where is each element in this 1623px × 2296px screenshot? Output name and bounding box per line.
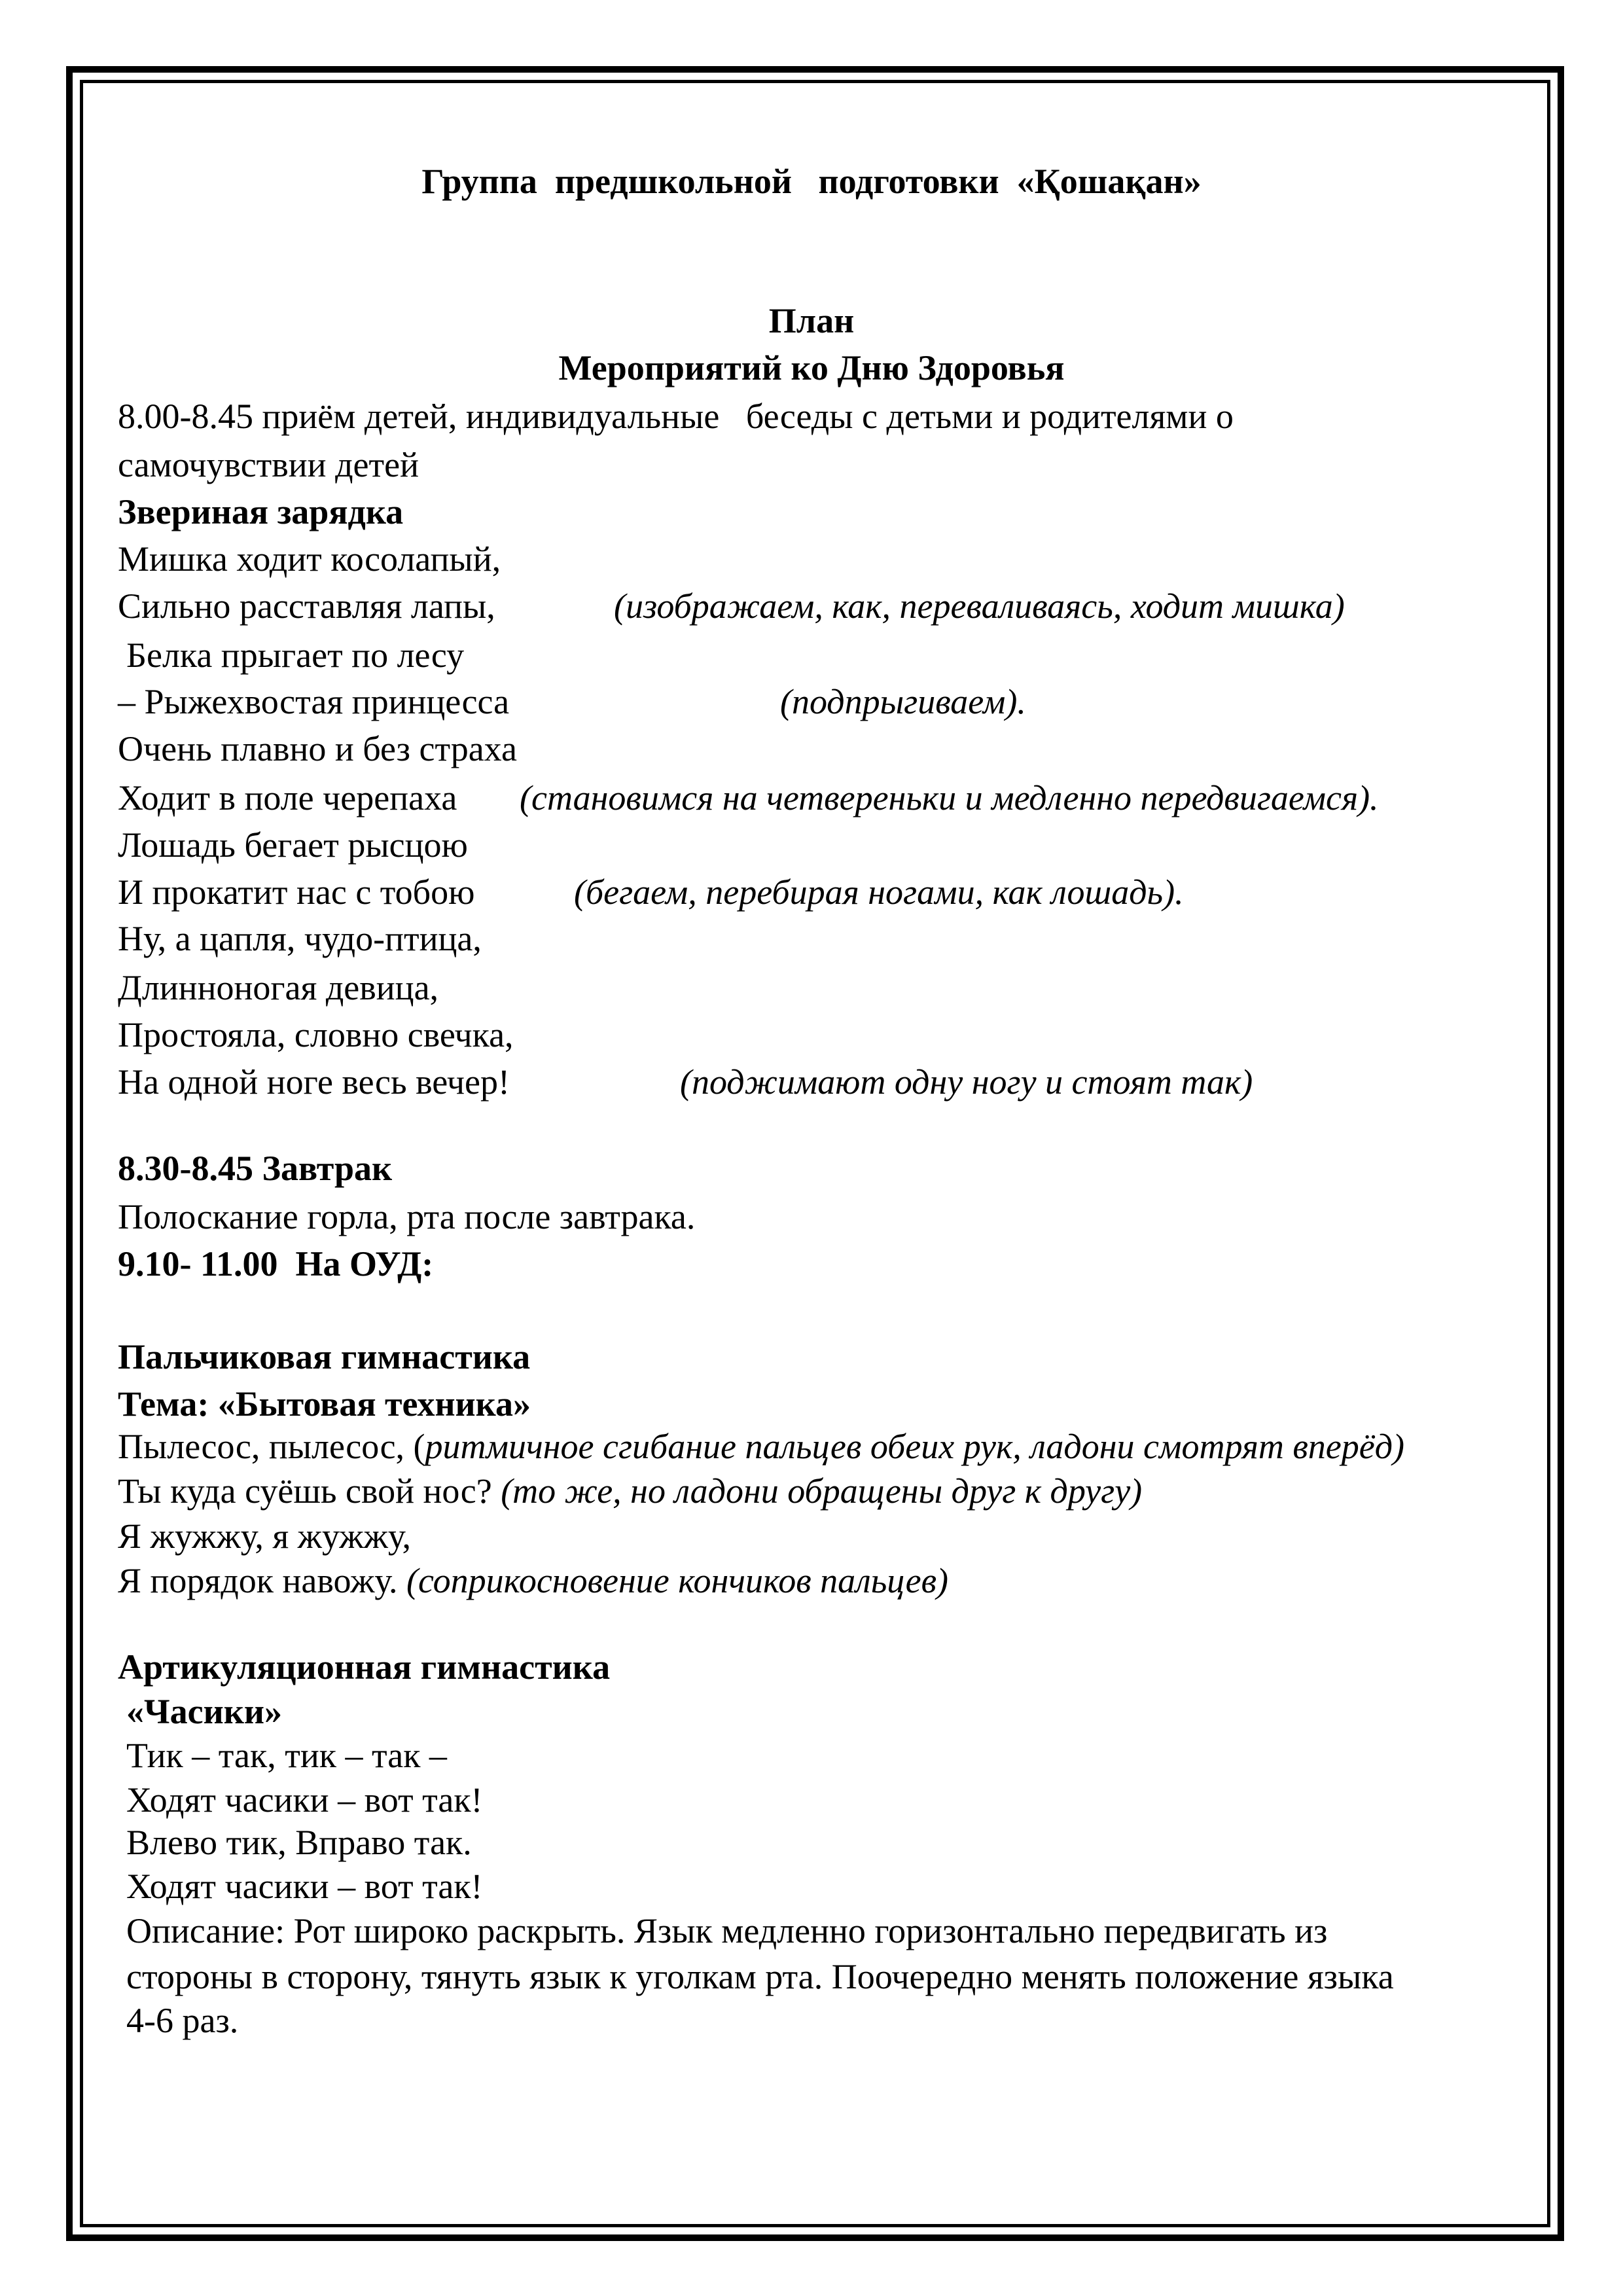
poem-note: (подпрыгиваем). bbox=[780, 682, 1026, 721]
finger-poem-text: Пылесос, пылесос, ( bbox=[118, 1427, 425, 1466]
finger-poem-note: (то же, но ладони обращены друг к другу) bbox=[501, 1471, 1143, 1511]
finger-gymnastics-theme: Тема: «Бытовая техника» bbox=[118, 1384, 531, 1424]
poem-note: (изображаем, как, переваливаясь, ходит мишка) bbox=[614, 586, 1345, 626]
description-line: стороны в сторону, тянуть язык к уголкам рта. Поочередно менять положение языка bbox=[126, 1957, 1394, 1996]
clock-poem-line: Влево тик, Вправо так. bbox=[126, 1823, 472, 1862]
articulation-gymnastics-heading: Артикуляционная гимнастика bbox=[118, 1647, 611, 1687]
poem-line: Длинноногая девица, bbox=[118, 968, 439, 1007]
poem-line: Белка прыгает по лесу bbox=[126, 636, 465, 675]
reception-line: самочувствии детей bbox=[118, 445, 419, 484]
clock-poem-line: Тик – так, тик – так – bbox=[126, 1736, 447, 1775]
finger-poem-line bbox=[118, 1423, 1404, 1470]
description-line: Описание: Рот широко раскрыть. Язык медленно горизонтально передвигать из bbox=[126, 1911, 1328, 1950]
finger-poem-text: Я порядок навожу. bbox=[118, 1561, 407, 1600]
poem-line: Сильно расставляя лапы, bbox=[118, 586, 495, 626]
poem-line: Ну, а цапля, чудо-птица, bbox=[118, 919, 482, 958]
poem-line: И прокатит нас с тобою bbox=[118, 872, 475, 912]
plan-subtitle: Мероприятий ко Дню Здоровья bbox=[558, 348, 1065, 387]
oud-heading: 9.10- 11.00 На ОУД: bbox=[118, 1244, 434, 1283]
finger-poem-text: Ты куда суёшь свой нос? bbox=[118, 1471, 501, 1511]
finger-poem-text: Я жужжу, я жужжу, bbox=[118, 1516, 411, 1556]
reception-line: 8.00-8.45 приём детей, индивидуальные беседы с детьми и родителями о bbox=[118, 397, 1234, 436]
animal-exercise-heading: Звериная зарядка bbox=[118, 492, 404, 531]
poem-line: Лошадь бегает рысцою bbox=[118, 825, 468, 865]
clock-poem-line: Ходят часики – вот так! bbox=[126, 1780, 483, 1820]
breakfast-text: Полоскание горла, рта после завтрака. bbox=[118, 1197, 696, 1236]
poem-note: (поджимают одну ногу и стоят так) bbox=[680, 1062, 1253, 1102]
poem-note: (становимся на четвереньки и медленно передвигаемся). bbox=[520, 778, 1379, 817]
clock-poem-line: Ходят часики – вот так! bbox=[126, 1867, 483, 1906]
poem-line: На одной ноге весь вечер! bbox=[118, 1062, 510, 1102]
breakfast-heading: 8.30-8.45 Завтрак bbox=[118, 1149, 393, 1188]
poem-line: Очень плавно и без страха bbox=[118, 729, 517, 768]
plan-title: План bbox=[768, 301, 855, 340]
group-title: Группа предшкольной подготовки «Қошақан» bbox=[421, 162, 1202, 201]
exercise-title: «Часики» bbox=[126, 1692, 282, 1731]
finger-poem-line bbox=[118, 1513, 411, 1560]
poem-note: (бегаем, перебирая ногами, как лошадь). bbox=[574, 872, 1184, 912]
poem-line: Простояла, словно свечка, bbox=[118, 1015, 514, 1054]
description-line: 4-6 раз. bbox=[126, 2001, 239, 2040]
finger-poem-note: (соприкосновение кончиков пальцев) bbox=[406, 1561, 949, 1600]
finger-poem-line bbox=[118, 1557, 948, 1604]
finger-gymnastics-heading: Пальчиковая гимнастика bbox=[118, 1337, 531, 1376]
poem-line: Мишка ходит косолапый, bbox=[118, 539, 501, 579]
finger-poem-note: ритмичное сгибание пальцев обеих рук, ладони смотрят вперёд) bbox=[425, 1427, 1405, 1466]
poem-line: Ходит в поле черепаха bbox=[118, 778, 457, 817]
poem-line: – Рыжехвостая принцесса bbox=[118, 682, 510, 721]
finger-poem-line bbox=[118, 1467, 1142, 1515]
